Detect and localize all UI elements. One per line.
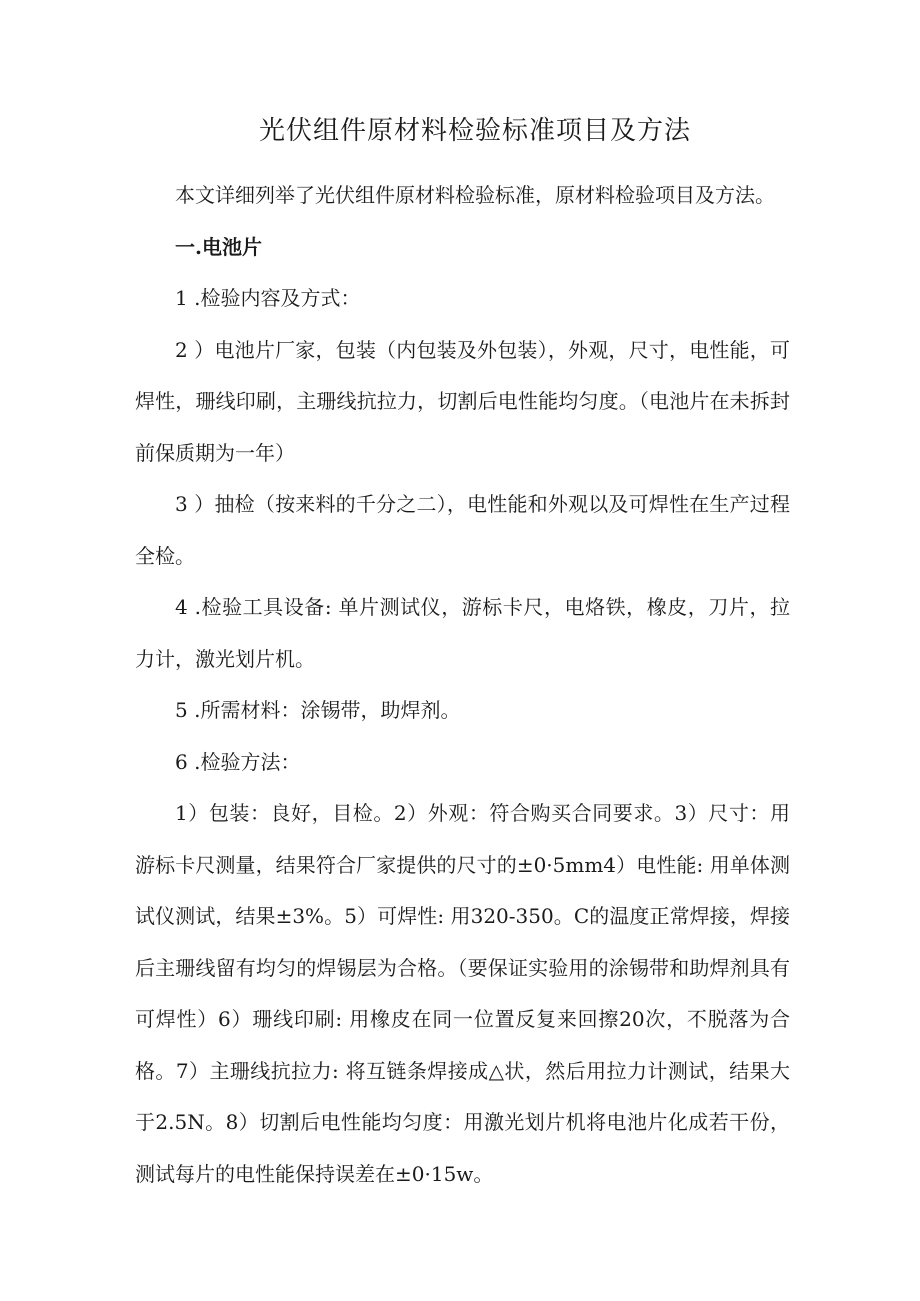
section-heading-cells: 一.电池片 [175,234,262,259]
document-title: 光伏组件原材料检验标准项目及方法 [258,116,691,146]
item-6-paragraph: 6 .检验方法： [175,749,301,774]
methods-paragraph: 1）包装：良好，目检。2）外观：符合购买合同要求。3）尺寸：用游标卡尺测量，结果符合厂家提供的尺寸的±0·5mm4）电性能: 用单体测试仪测试，结果±3%。5）可焊性: 用320-350。C的温度正常焊接，焊接后主珊线留有均匀的焊锡层为合格。（要保证实验用的涂锡带和助焊剂具有可焊性）6）珊线印刷: 用橡皮在同一位置反复来回擦20次，不脱落为合格。7）主珊线抗拉力: 将互链条焊接成△状，然后用拉力计测试，结果大于2.5N。8）切割后电性能均匀度：用激光划片机将电池片化成若干份，测试每片的电性能保持误差在±0·15w。 [135,801,790,1186]
item-4-paragraph: 4 .检验工具设备: 单片测试仪，游标卡尺，电烙铁，橡皮，刀片，拉力计，激光划片机。 [135,595,790,671]
item-5-paragraph: 5 .所需材料：涂锡带，助焊剂。 [175,698,461,722]
item-2-paragraph: 2 ）电池片厂家，包装（内包装及外包装），外观，尺寸，电性能，可焊性，珊线印刷，主珊线抗拉力，切割后电性能均匀度。（电池片在未拆封前保质期为一年） [135,337,790,465]
item-3-paragraph: 3 ）抽检（按来料的千分之二），电性能和外观以及可焊性在生产过程全检。 [135,492,790,568]
document-body [135,170,790,1200]
item-1-paragraph: 1 .检验内容及方式： [175,286,361,310]
intro-paragraph: 本文详细列举了光伏组件原材料检验标准，原材料检验项目及方法。 [175,183,775,207]
